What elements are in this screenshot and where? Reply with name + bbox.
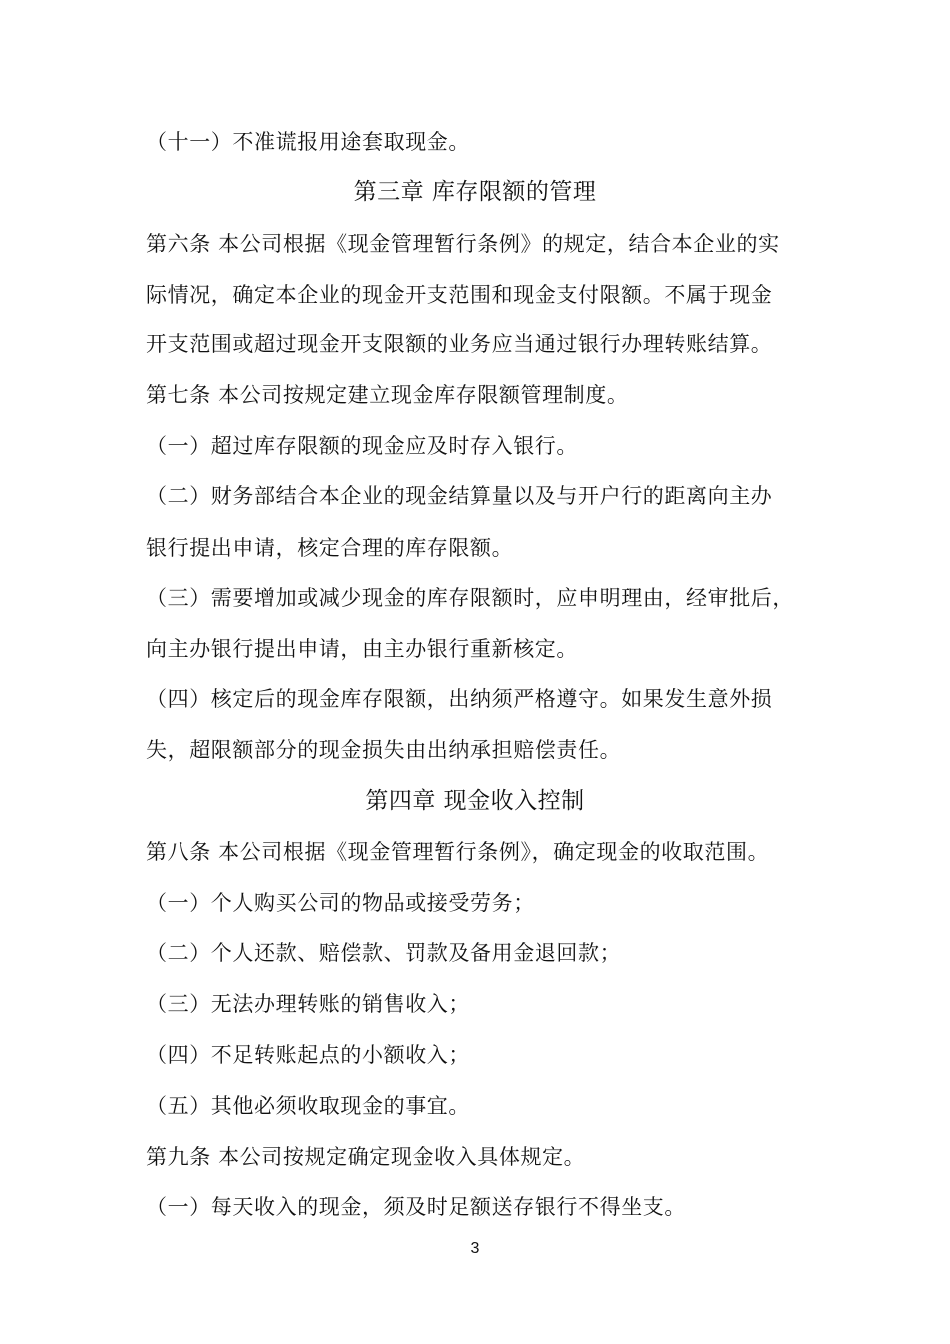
paragraph-line: 际情况，确定本企业的现金开支范围和现金支付限额。不属于现金: [146, 283, 773, 307]
chapter-heading: 第四章 现金收入控制: [365, 788, 585, 814]
paragraph-line: 开支范围或超过现金开支限额的业务应当通过银行办理转账结算。: [146, 332, 773, 356]
paragraph-line: 第八条 本公司根据《现金管理暂行条例》，确定现金的收取范围。: [146, 840, 770, 864]
paragraph-line: （三）无法办理转账的销售收入；: [146, 992, 470, 1016]
paragraph-line: （十一）不准谎报用途套取现金。: [146, 130, 470, 154]
chapter-heading: 第三章 库存限额的管理: [353, 179, 597, 205]
paragraph-line: （四）不足转账起点的小额收入；: [146, 1043, 470, 1067]
paragraph-line: 第七条 本公司按规定建立现金库存限额管理制度。: [146, 383, 629, 407]
paragraph-line: 第六条 本公司根据《现金管理暂行条例》的规定，结合本企业的实: [146, 232, 780, 256]
paragraph-line: 银行提出申请，核定合理的库存限额。: [146, 536, 514, 560]
paragraph-line: （五）其他必须收取现金的事宜。: [146, 1094, 470, 1118]
paragraph-line: （二）个人还款、赔偿款、罚款及备用金退回款；: [146, 941, 622, 965]
paragraph-line: （二）财务部结合本企业的现金结算量以及与开户行的距离向主办: [146, 484, 773, 508]
paragraph-line: （一）超过库存限额的现金应及时存入银行。: [146, 434, 578, 458]
paragraph-line: 失，超限额部分的现金损失由出纳承担赔偿责任。: [146, 738, 622, 762]
paragraph-line: 第九条 本公司按规定确定现金收入具体规定。: [146, 1145, 586, 1169]
page-number: 3: [470, 1240, 480, 1257]
paragraph-line: （一）每天收入的现金，须及时足额送存银行不得坐支。: [146, 1195, 686, 1219]
paragraph-line: （三）需要增加或减少现金的库存限额时，应申明理由，经审批后，: [146, 586, 794, 610]
paragraph-line: （四）核定后的现金库存限额，出纳须严格遵守。如果发生意外损: [146, 687, 773, 711]
paragraph-line: 向主办银行提出申请，由主办银行重新核定。: [146, 637, 578, 661]
paragraph-line: （一）个人购买公司的物品或接受劳务；: [146, 891, 535, 915]
